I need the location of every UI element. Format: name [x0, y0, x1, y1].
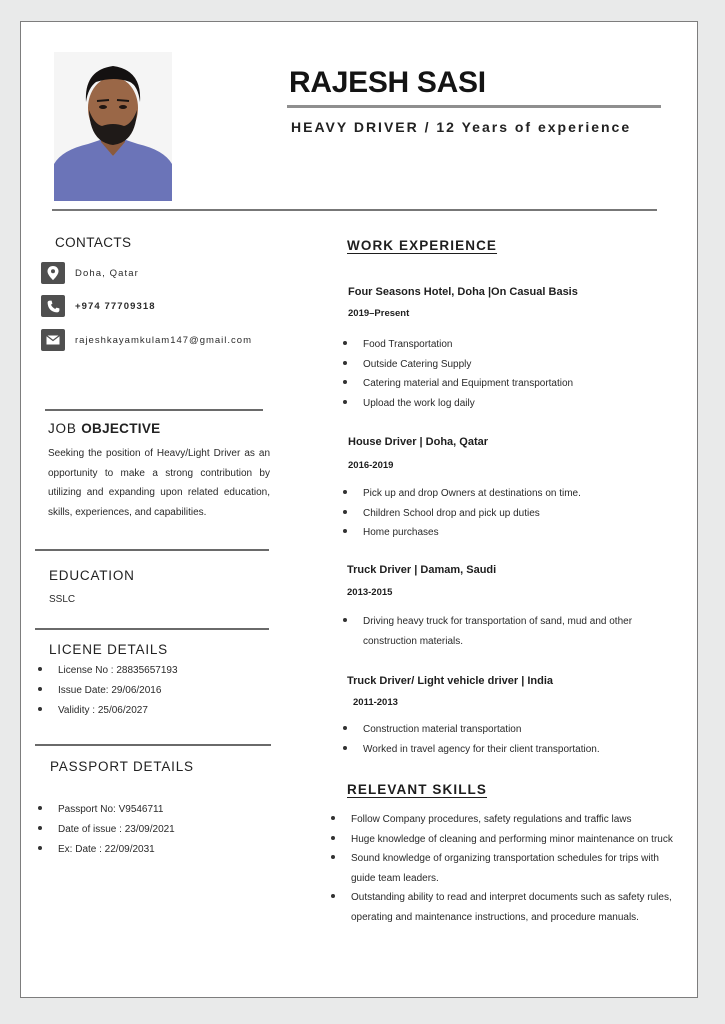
licence-list: [58, 661, 268, 721]
list-item: Home purchases: [363, 523, 663, 543]
contact-phone: [41, 295, 156, 317]
education-value: SSLC: [49, 594, 76, 605]
job-duties: [363, 484, 663, 543]
list-item: Food Transportation: [363, 335, 663, 355]
job-title: Truck Driver | Damam, Saudi: [347, 564, 497, 576]
contacts-heading: CONTACTS: [55, 235, 132, 250]
list-item: Huge knowledge of cleaning and performing minor maintenance on truck: [351, 830, 677, 850]
candidate-name: RAJESH SASI: [289, 66, 486, 99]
list-item: Ex: Date : 22/09/2031: [58, 840, 268, 860]
list-item: Follow Company procedures, safety regulations and traffic laws: [351, 810, 677, 830]
list-item: Outside Catering Supply: [363, 355, 663, 375]
contact-email: [41, 329, 252, 351]
objective-heading: [48, 421, 160, 436]
work-experience-heading: WORK EXPERIENCE: [347, 238, 498, 253]
list-item: Catering material and Equipment transportation: [363, 374, 663, 394]
list-item: Worked in travel agency for their client transportation.: [363, 740, 663, 760]
resume-page: [20, 21, 698, 998]
list-item: Driving heavy truck for transportation of sand, mud and other construction materials.: [363, 612, 659, 651]
job-duties: [363, 612, 659, 651]
skills-list: [351, 810, 677, 927]
contact-phone-text[interactable]: +974 77709318: [75, 300, 156, 312]
candidate-headline: HEAVY DRIVER / 12 Years of experience: [291, 119, 632, 135]
job-duties: [363, 335, 663, 413]
passport-heading: PASSPORT DETAILS: [50, 759, 194, 774]
relevant-skills-heading: RELEVANT SKILLS: [347, 782, 488, 797]
passport-list: [58, 800, 268, 860]
list-item: Children School drop and pick up duties: [363, 504, 663, 524]
job-years: 2016-2019: [348, 460, 394, 471]
job-years: 2011-2013: [353, 697, 398, 708]
licence-divider: [35, 628, 269, 630]
list-item: License No : 28835657193: [58, 661, 268, 681]
list-item: Construction material transportation: [363, 720, 663, 740]
contact-email-text[interactable]: rajeshkayamkulam147@gmail.com: [75, 334, 252, 346]
job-years: 2019–Present: [348, 308, 410, 319]
contact-location: [41, 262, 139, 284]
profile-photo: [54, 52, 172, 201]
objective-heading-bold: OBJECTIVE: [81, 421, 161, 436]
job-title: Four Seasons Hotel, Doha |On Casual Basis: [348, 286, 578, 298]
job-duties: [363, 720, 663, 759]
list-item: Issue Date: 29/06/2016: [58, 681, 268, 701]
job-title: House Driver | Doha, Qatar: [348, 436, 489, 448]
list-item: Validity : 25/06/2027: [58, 701, 268, 721]
phone-icon: [41, 295, 65, 317]
objective-heading-prefix: JOB: [48, 421, 82, 436]
passport-divider: [35, 744, 271, 746]
education-heading: EDUCATION: [49, 568, 135, 583]
objective-text: Seeking the position of Heavy/Light Driver as an opportunity to make a strong contribution by utilizing and expanding upon related education, skills, experiences, and capabilities.: [48, 448, 270, 518]
contact-location-text: Doha, Qatar: [75, 267, 139, 279]
list-item: Pick up and drop Owners at destinations on time.: [363, 484, 663, 504]
list-item: Passport No: V9546711: [58, 800, 268, 820]
name-divider: [287, 105, 661, 108]
mail-icon: [41, 329, 65, 351]
list-item: Sound knowledge of organizing transportation schedules for trips with guide team leaders.: [351, 849, 677, 888]
job-title: Truck Driver/ Light vehicle driver | India: [347, 675, 554, 687]
licence-heading: LICENE DETAILS: [49, 642, 168, 657]
list-item: Date of issue : 23/09/2021: [58, 820, 268, 840]
header-divider: [52, 209, 657, 211]
list-item: Upload the work log daily: [363, 394, 663, 414]
job-years: 2013-2015: [347, 587, 393, 598]
location-pin-icon: [41, 262, 65, 284]
education-divider: [35, 549, 269, 551]
objective-divider: [45, 409, 263, 411]
list-item: Outstanding ability to read and interpret documents such as safety rules, operating and maintenance instructions, and procedure manuals.: [351, 888, 677, 927]
